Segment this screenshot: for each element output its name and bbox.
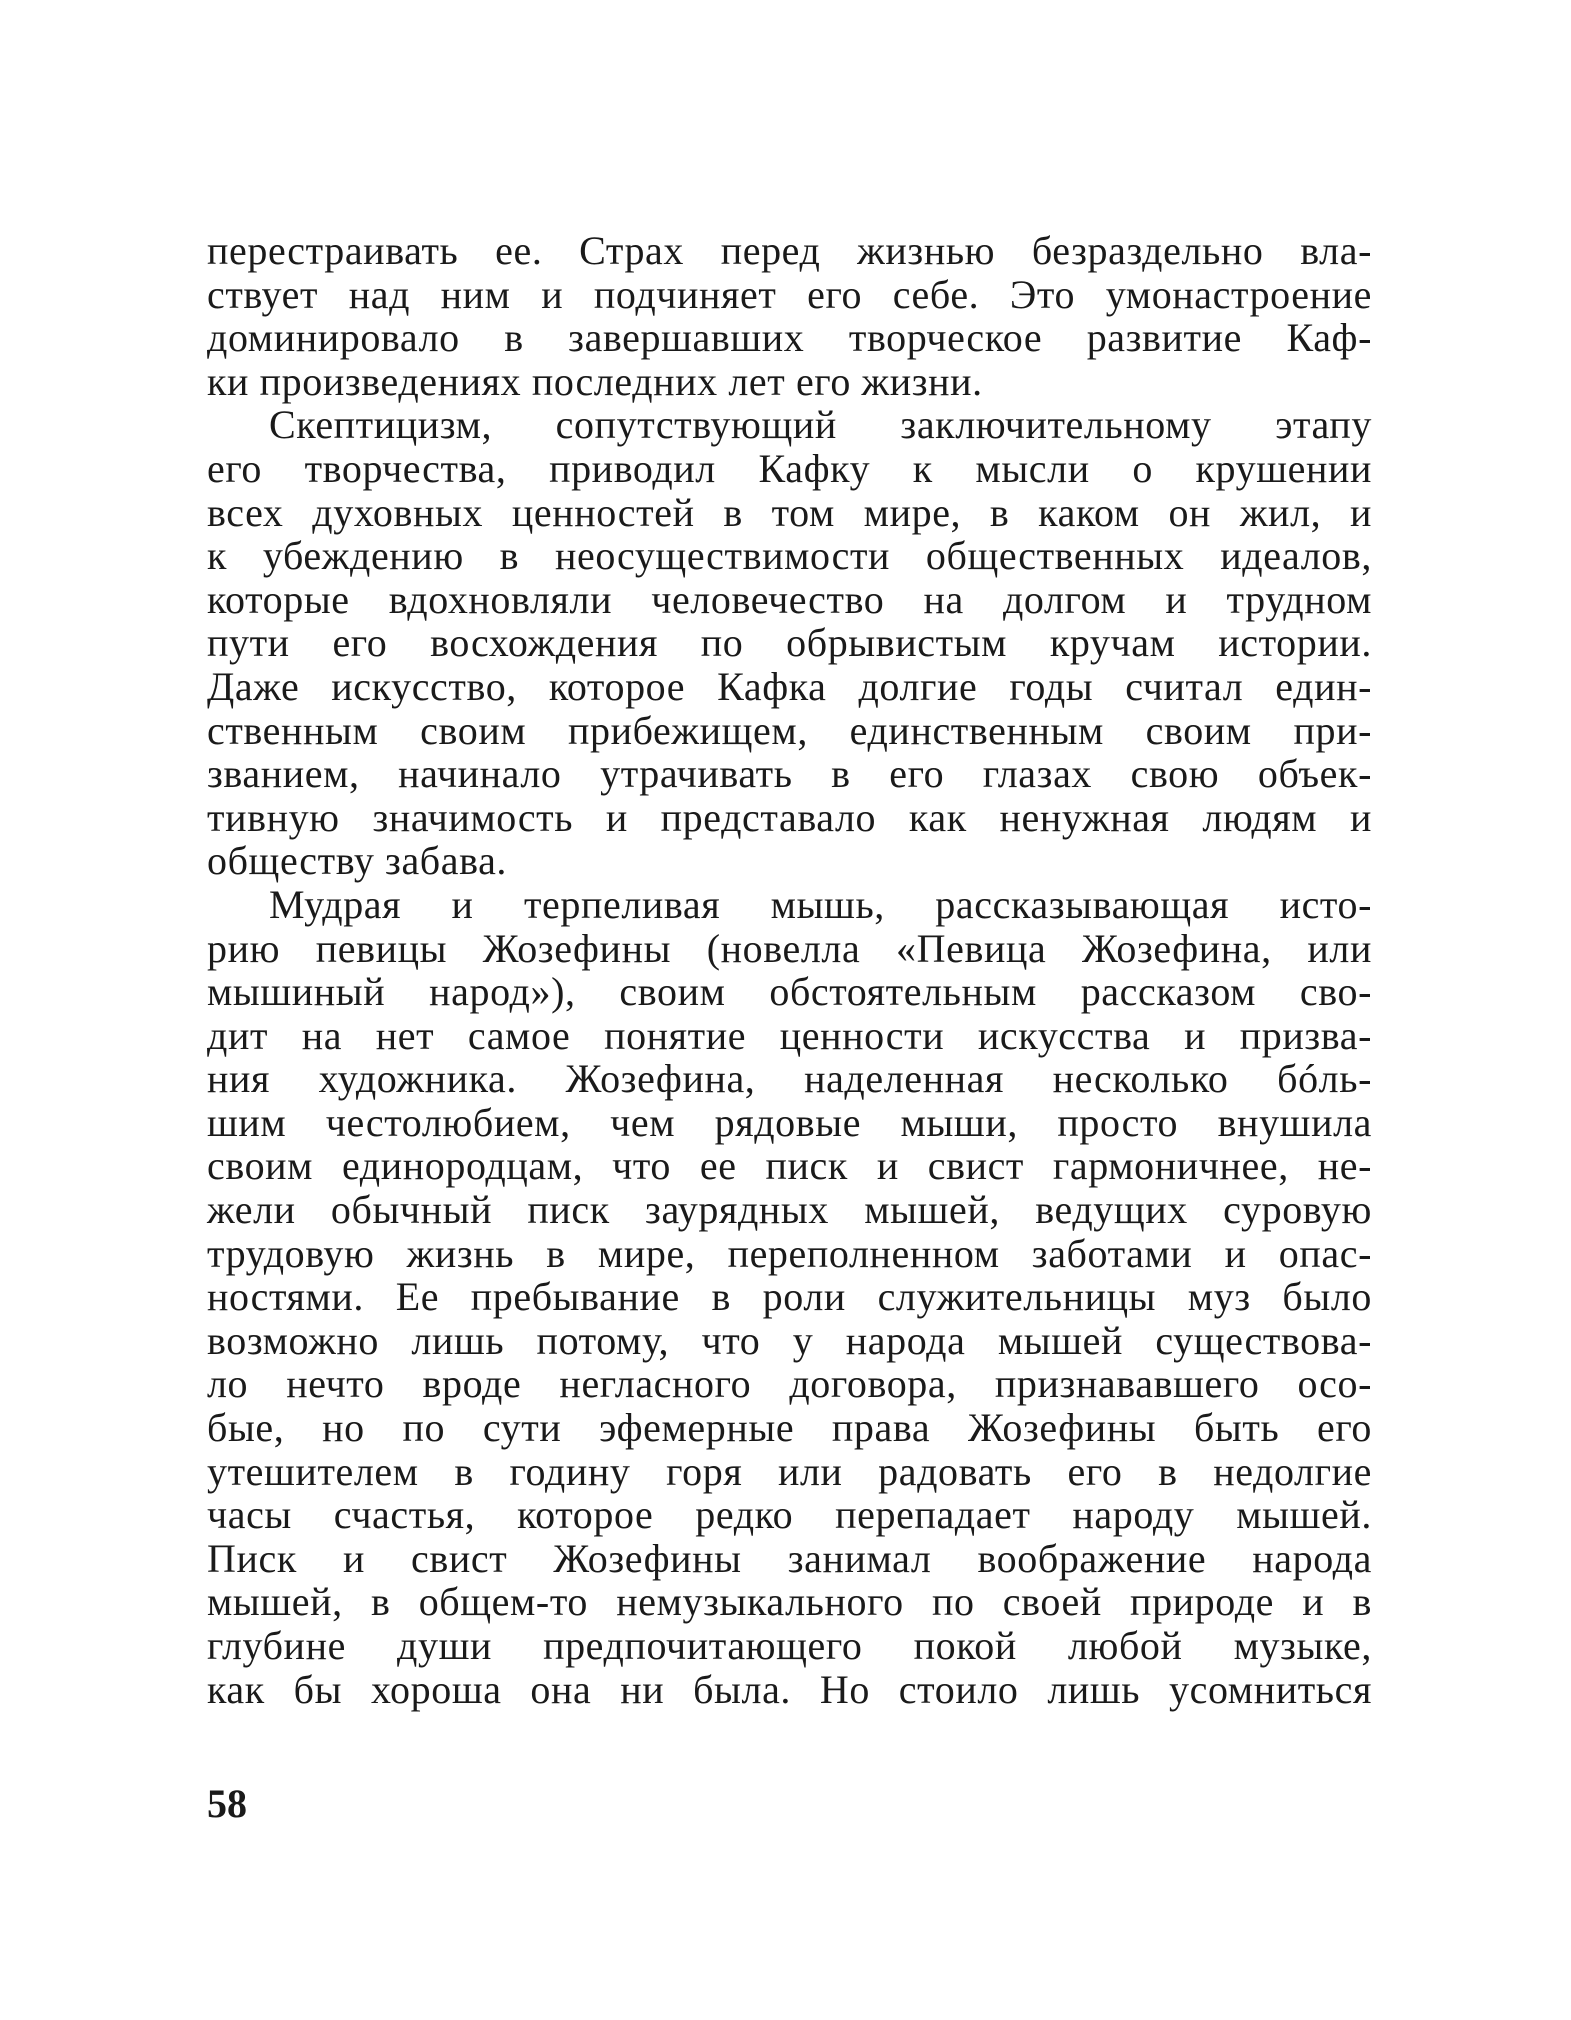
text-line: пути его восхождения по обрывистым кручам истории. <box>207 620 1372 666</box>
text-line: перестраивать ее. Страх перед жизнью безраздельно вла- <box>207 228 1372 273</box>
text-line: ственным своим прибежищем, единственным своим при- <box>207 707 1372 753</box>
text-line: обществу забава. <box>207 838 508 884</box>
text-line: бые, но по сути эфемерные права Жозефины быть его <box>207 1405 1372 1451</box>
text-line: мышиный народ»), своим обстоятельным рассказом сво- <box>207 969 1372 1015</box>
text-line: к убеждению в неосуществимости общественных идеалов, <box>207 533 1372 579</box>
text-line: Скептицизм, сопутствующий заключительному этапу <box>269 402 1372 448</box>
text-line: ло нечто вроде негласного договора, признававшего осо- <box>207 1361 1372 1407</box>
text-line: жели обычный писк заурядных мышей, ведущих суровую <box>207 1187 1372 1233</box>
text-line: своим единородцам, что ее писк и свист гармоничнее, не- <box>207 1143 1372 1189</box>
text-line: ствует над ним и подчиняет его себе. Это умонастроение <box>207 271 1372 317</box>
text-line: утешителем в годину горя или радовать его в недолгие <box>207 1448 1372 1494</box>
text-line: его творчества, приводил Кафку к мысли о крушении <box>207 445 1372 491</box>
text-line: которые вдохновляли человечество на долгом и трудном <box>207 576 1372 622</box>
text-line: ки произведениях последних лет его жизни. <box>207 358 983 404</box>
text-line: Мудрая и терпеливая мышь, рассказывающая исто- <box>269 881 1372 927</box>
text-line: возможно лишь потому, что у народа мышей существова- <box>207 1317 1372 1363</box>
page-number: 58 <box>207 1781 247 1826</box>
text-line: мышей, в общем-то немузыкального по своей природе и в <box>207 1579 1372 1625</box>
text-line: глубине души предпочитающего покой любой музыке, <box>207 1623 1372 1668</box>
text-line: ния художника. Жозефина, наделенная несколько бóль- <box>207 1056 1372 1102</box>
text-line: Даже искусство, которое Кафка долгие годы считал един- <box>207 663 1372 709</box>
text-line: ностями. Ее пребывание в роли служительницы муз было <box>207 1274 1372 1320</box>
text-line: как бы хороша она ни была. Но стоило лишь усомниться <box>207 1666 1372 1712</box>
text-line: тивную значимость и представало как ненужная людям и <box>207 794 1372 840</box>
text-line: рию певицы Жозефины (новелла «Певица Жозефина, или <box>207 925 1372 971</box>
text-line: дит на нет самое понятие ценности искусства и призва- <box>207 1012 1372 1058</box>
text-line: Писк и свист Жозефины занимал воображение народа <box>207 1535 1372 1581</box>
body-text <box>207 229 1372 1711</box>
text-line: часы счастья, которое редко перепадает народу мышей. <box>207 1492 1372 1538</box>
text-line: всех духовных ценностей в том мире, в каком он жил, и <box>207 489 1372 535</box>
text-line: трудовую жизнь в мире, переполненном заботами и опас- <box>207 1230 1372 1276</box>
text-line: доминировало в завершавших творческое развитие Каф- <box>207 315 1372 361</box>
text-line: званием, начинало утрачивать в его глазах свою объек- <box>207 751 1372 797</box>
text-line: шим честолюбием, чем рядовые мыши, просто внушила <box>207 1099 1372 1145</box>
